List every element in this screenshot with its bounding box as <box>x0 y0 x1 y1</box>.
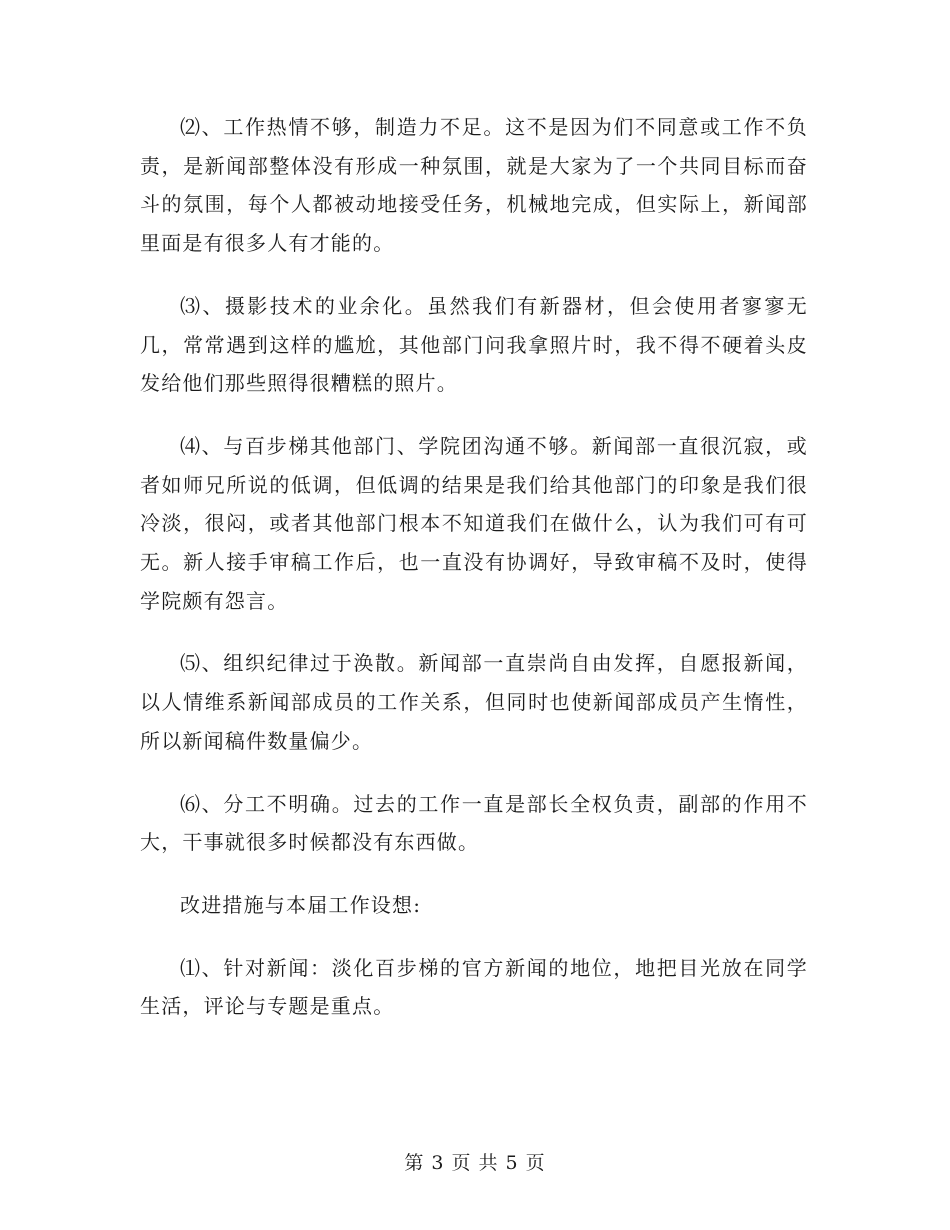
page-number-footer: 第 3 页 共 5 页 <box>404 1152 546 1174</box>
paragraph-item-6: ⑹、分工不明确。过去的工作一直是部长全权负责，副部的作用不大，干事就很多时候都没有东西做。 <box>140 791 808 855</box>
paragraph-item-5: ⑸、组织纪律过于涣散。新闻部一直崇尚自由发挥，自愿报新闻，以人情维系新闻部成员的工作关系，但同时也使新闻部成员产生惰性，所以新闻稿件数量偏少。 <box>140 651 808 753</box>
paragraph-improvement-1: ⑴、针对新闻：淡化百步梯的官方新闻的地位，地把目光放在同学生活，评论与专题是重点。 <box>140 955 808 1019</box>
paragraph-item-2: ⑵、工作热情不够，制造力不足。这不是因为们不同意或工作不负责，是新闻部整体没有形成一种氛围，就是大家为了一个共同目标而奋斗的氛围，每个人都被动地接受任务，机械地完成，但实际上，新闻部里面是有很多人有才能的。 <box>140 115 808 256</box>
paragraph-item-4: ⑷、与百步梯其他部门、学院团沟通不够。新闻部一直很沉寂，或者如师兄所说的低调，但低调的结果是我们给其他部门的印象是我们很冷淡，很闷，或者其他部门根本不知道我们在做什么，认为我们可有可无。新人接手审稿工作后，也一直没有协调好，导致审稿不及时，使得学院颇有怨言。 <box>140 433 808 613</box>
paragraph-item-3: ⑶、摄影技术的业余化。虽然我们有新器材，但会使用者寥寥无几，常常遇到这样的尴尬，其他部门问我拿照片时，我不得不硬着头皮发给他们那些照得很糟糕的照片。 <box>140 293 808 396</box>
document-body <box>140 108 808 1050</box>
section-heading-improvements: 改进措施与本届工作设想: <box>180 892 422 917</box>
